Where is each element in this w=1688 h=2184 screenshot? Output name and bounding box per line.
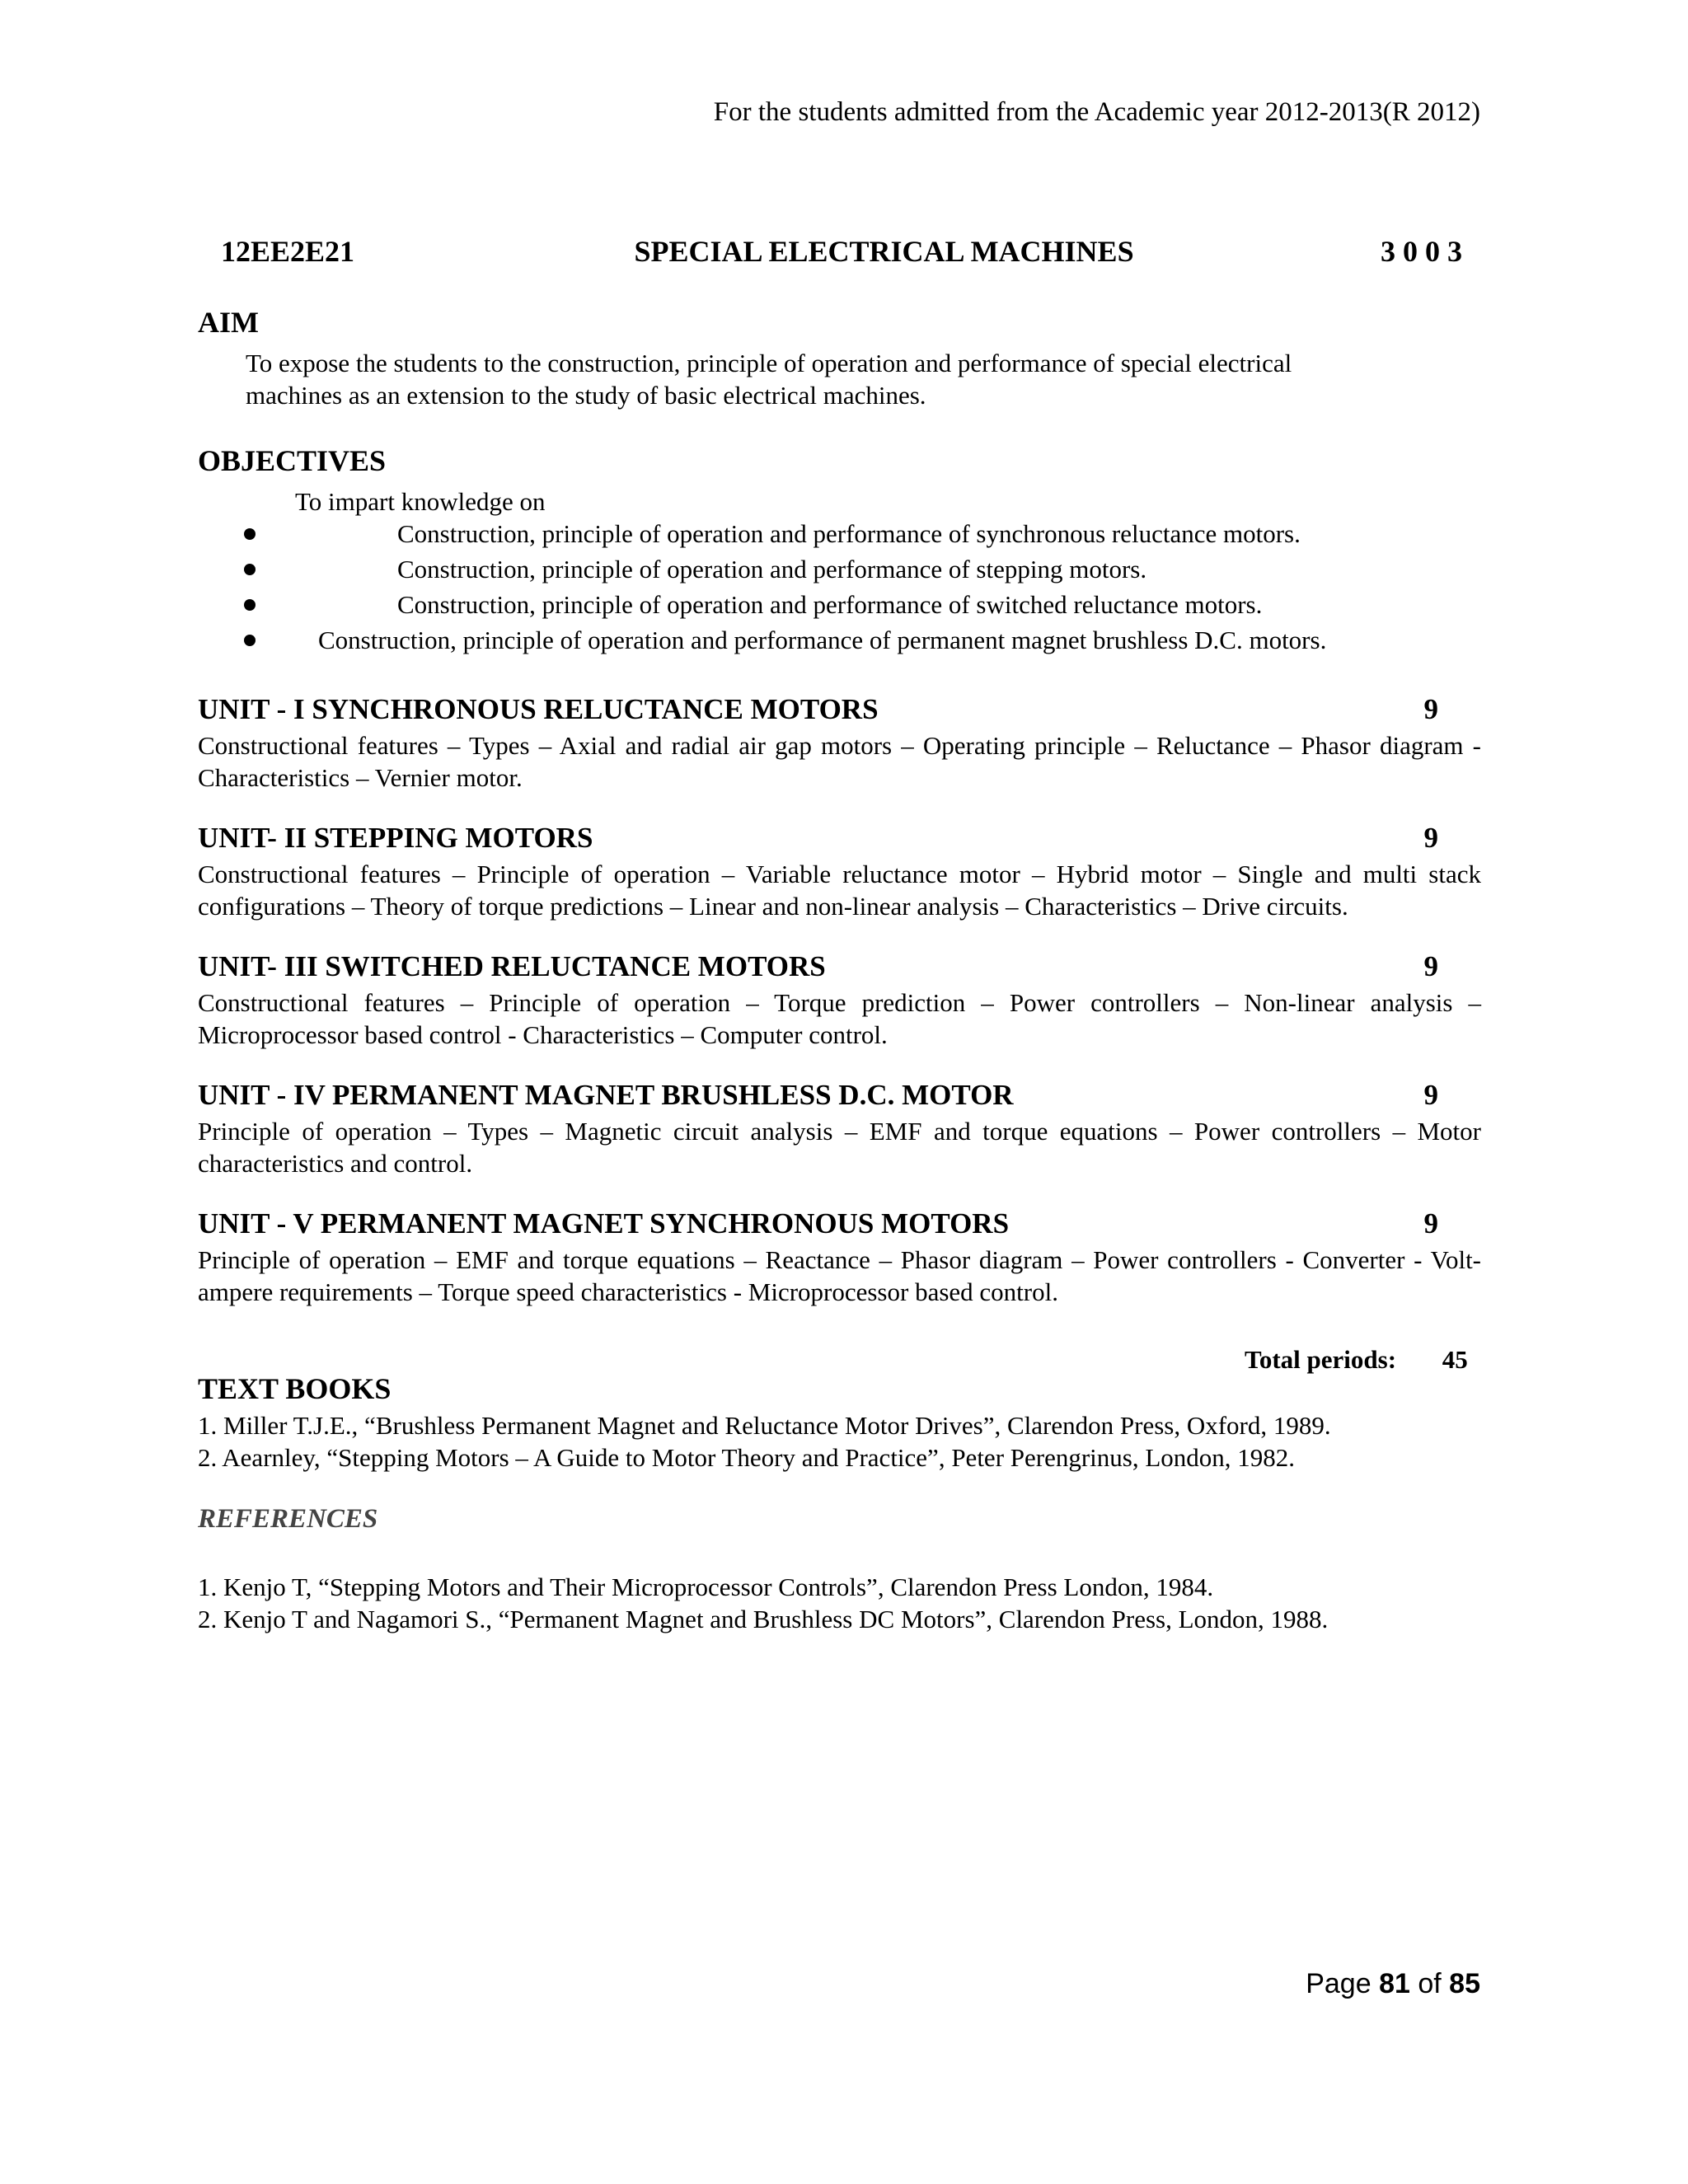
unit-title: UNIT - IV PERMANENT MAGNET BRUSHLESS D.C. MOTOR <box>198 1079 1014 1111</box>
unit-title: UNIT - I SYNCHRONOUS RELUCTANCE MOTORS <box>198 693 879 725</box>
page-total: 85 <box>1449 1968 1480 1999</box>
bullet-icon <box>244 635 256 646</box>
bullet-icon <box>244 564 256 575</box>
unit-title: UNIT- II STEPPING MOTORS <box>198 822 593 854</box>
aim-line: To expose the students to the construction, principle of operation and performance of special electrical <box>246 349 1292 377</box>
unit-description: Constructional features – Principle of operation – Torque prediction – Power controllers – Non-linear analysis – Microprocessor based control - Characteristics – Computer control. <box>198 988 1481 1049</box>
unit-heading <box>198 1207 1438 1240</box>
unit-description: Principle of operation – Types – Magnetic circuit analysis – EMF and torque equations – Power controllers – Motor characteristics and control. <box>198 1117 1481 1178</box>
unit-hours: 9 <box>1423 950 1438 982</box>
text-book-item: 1. Miller T.J.E., “Brushless Permanent Magnet and Reluctance Motor Drives”, Clarendon Press, Oxford, 1989. <box>198 1411 1331 1440</box>
reference-item: 1. Kenjo T, “Stepping Motors and Their Microprocessor Controls”, Clarendon Press London, 1984. <box>198 1572 1214 1601</box>
page-number: 81 <box>1379 1968 1410 1999</box>
objective-item <box>244 624 1327 656</box>
unit-description: Principle of operation – EMF and torque equations – Reactance – Phasor diagram – Power controllers - Converter - Volt-ampere requirements – Torque speed characteristics - Microprocessor based control. <box>198 1245 1481 1306</box>
objective-text: Construction, principle of operation and performance of synchronous reluctance motors. <box>397 519 1301 548</box>
unit-description: Constructional features – Principle of operation – Variable reluctance motor – Hybrid motor – Single and multi stack configurations – Theory of torque predictions – Linear and non-linear analysis – Characteristics – Drive circuits. <box>198 860 1481 921</box>
page-word: Page <box>1306 1968 1372 1999</box>
objective-item <box>244 518 1301 550</box>
course-credits: 3 0 0 3 <box>1380 235 1462 268</box>
aim-heading: AIM <box>198 306 259 339</box>
reference-item: 2. Kenjo T and Nagamori S., “Permanent Magnet and Brushless DC Motors”, Clarendon Press, London, 1988. <box>198 1605 1329 1633</box>
objectives-heading: OBJECTIVES <box>198 444 387 477</box>
unit-heading <box>198 950 1438 983</box>
objective-text: Construction, principle of operation and performance of stepping motors. <box>397 555 1147 583</box>
objectives-intro: To impart knowledge on <box>295 487 546 516</box>
total-periods <box>1245 1345 1468 1375</box>
text-book-item: 2. Aearnley, “Stepping Motors – A Guide to Motor Theory and Practice”, Peter Perengrinus, London, 1982. <box>198 1443 1296 1472</box>
objective-text: Construction, principle of operation and performance of permanent magnet brushless D.C. motors. <box>318 626 1327 654</box>
unit-hours: 9 <box>1423 1079 1438 1111</box>
admission-note: For the students admitted from the Academic year 2012-2013(R 2012) <box>713 97 1480 127</box>
unit-description: Constructional features – Types – Axial and radial air gap motors – Operating principle – Reluctance – Phasor diagram - Characteristics – Vernier motor. <box>198 731 1481 792</box>
objective-item <box>244 553 1147 585</box>
unit-hours: 9 <box>1423 693 1438 725</box>
total-label: Total periods: <box>1245 1345 1397 1374</box>
page-footer <box>1306 1968 1480 2000</box>
of-word: of <box>1418 1968 1442 1999</box>
course-header <box>221 234 1462 269</box>
objective-item <box>244 588 1263 621</box>
aim-text <box>246 347 1292 411</box>
objective-text: Construction, principle of operation and performance of switched reluctance motors. <box>397 590 1263 619</box>
unit-heading <box>198 1079 1438 1112</box>
unit-title: UNIT - V PERMANENT MAGNET SYNCHRONOUS MOTORS <box>198 1207 1010 1240</box>
references-heading: REFERENCES <box>198 1504 378 1534</box>
bullet-icon <box>244 599 256 611</box>
text-books-heading: TEXT BOOKS <box>198 1372 392 1405</box>
course-title: SPECIAL ELECTRICAL MACHINES <box>634 235 1134 268</box>
bullet-icon <box>244 528 256 540</box>
unit-hours: 9 <box>1423 822 1438 854</box>
unit-heading <box>198 693 1438 726</box>
unit-title: UNIT- III SWITCHED RELUCTANCE MOTORS <box>198 950 826 982</box>
aim-line: machines as an extension to the study of basic electrical machines. <box>246 381 926 410</box>
unit-hours: 9 <box>1423 1207 1438 1240</box>
total-value: 45 <box>1442 1345 1468 1374</box>
unit-heading <box>198 822 1438 855</box>
course-code: 12EE2E21 <box>221 235 355 268</box>
